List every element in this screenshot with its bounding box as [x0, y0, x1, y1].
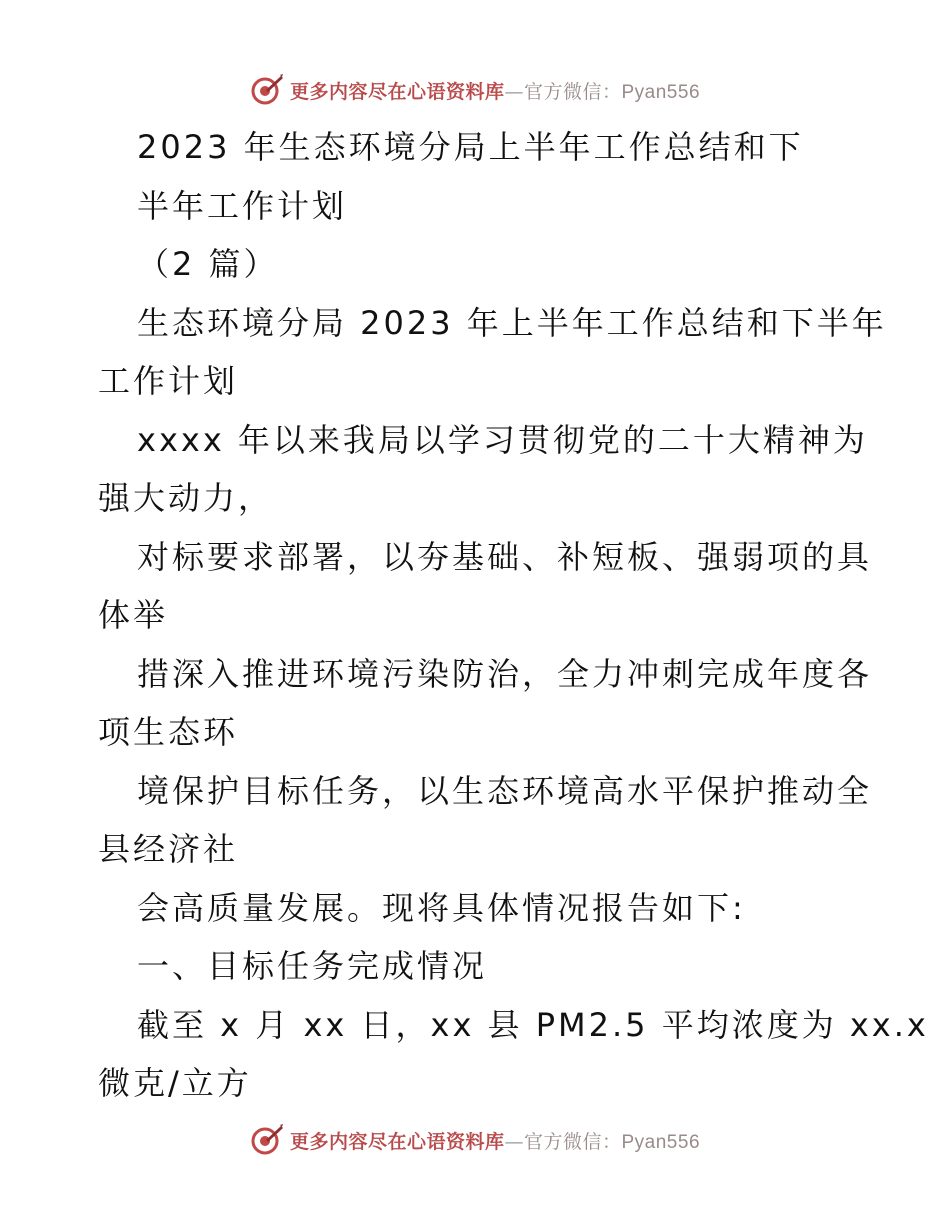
footer-contact: 官方微信：Pyan556 — [524, 1131, 701, 1153]
title-line-1: 2023 年生态环境分局上半年工作总结和下 — [137, 128, 804, 166]
paragraph-line: 县经济社 — [98, 830, 239, 868]
paragraph-line: 体举 — [98, 596, 169, 634]
footer-slogan: 更多内容尽在心语资料库 — [289, 1130, 505, 1153]
title-line-2: 半年工作计划 — [137, 187, 348, 225]
paragraph-line: 微克/立方 — [98, 1064, 252, 1102]
paragraph-line: 境保护目标任务，以生态环境高水平保护推动全 — [137, 772, 873, 810]
title-line-3: （2 篇） — [137, 245, 279, 283]
paragraph-line: xxxx 年以来我局以学习贯彻党的二十大精神为 — [137, 421, 868, 459]
paragraph-line: 对标要求部署，以夯基础、补短板、强弱项的具 — [137, 538, 873, 576]
footer-banner-content — [250, 1123, 700, 1157]
paragraph-line: 工作计划 — [98, 362, 239, 400]
paragraph-line: 生态环境分局 2023 年上半年工作总结和下半年 — [137, 304, 887, 342]
header-slogan: 更多内容尽在心语资料库 — [289, 80, 505, 103]
header-contact: 官方微信：Pyan556 — [524, 81, 701, 103]
paragraph-line: 截至 x 月 xx 日，xx 县 PM2.5 平均浓度为 xx.x — [137, 1006, 929, 1044]
paragraph-line: 强大动力， — [98, 479, 274, 517]
footer-banner — [0, 1120, 950, 1160]
paragraph-line: 会高质量发展。现将具体情况报告如下: — [137, 889, 746, 927]
footer-separator: — — [504, 1130, 524, 1153]
section-heading: 一、目标任务完成情况 — [137, 947, 488, 985]
paragraph-line: 措深入推进环境污染防治，全力冲刺完成年度各 — [137, 655, 873, 693]
footer-banner-text — [290, 1127, 700, 1154]
paragraph-line: 项生态环 — [98, 713, 239, 751]
header-separator: — — [504, 80, 524, 103]
pen-circle-logo-icon — [250, 1123, 284, 1157]
